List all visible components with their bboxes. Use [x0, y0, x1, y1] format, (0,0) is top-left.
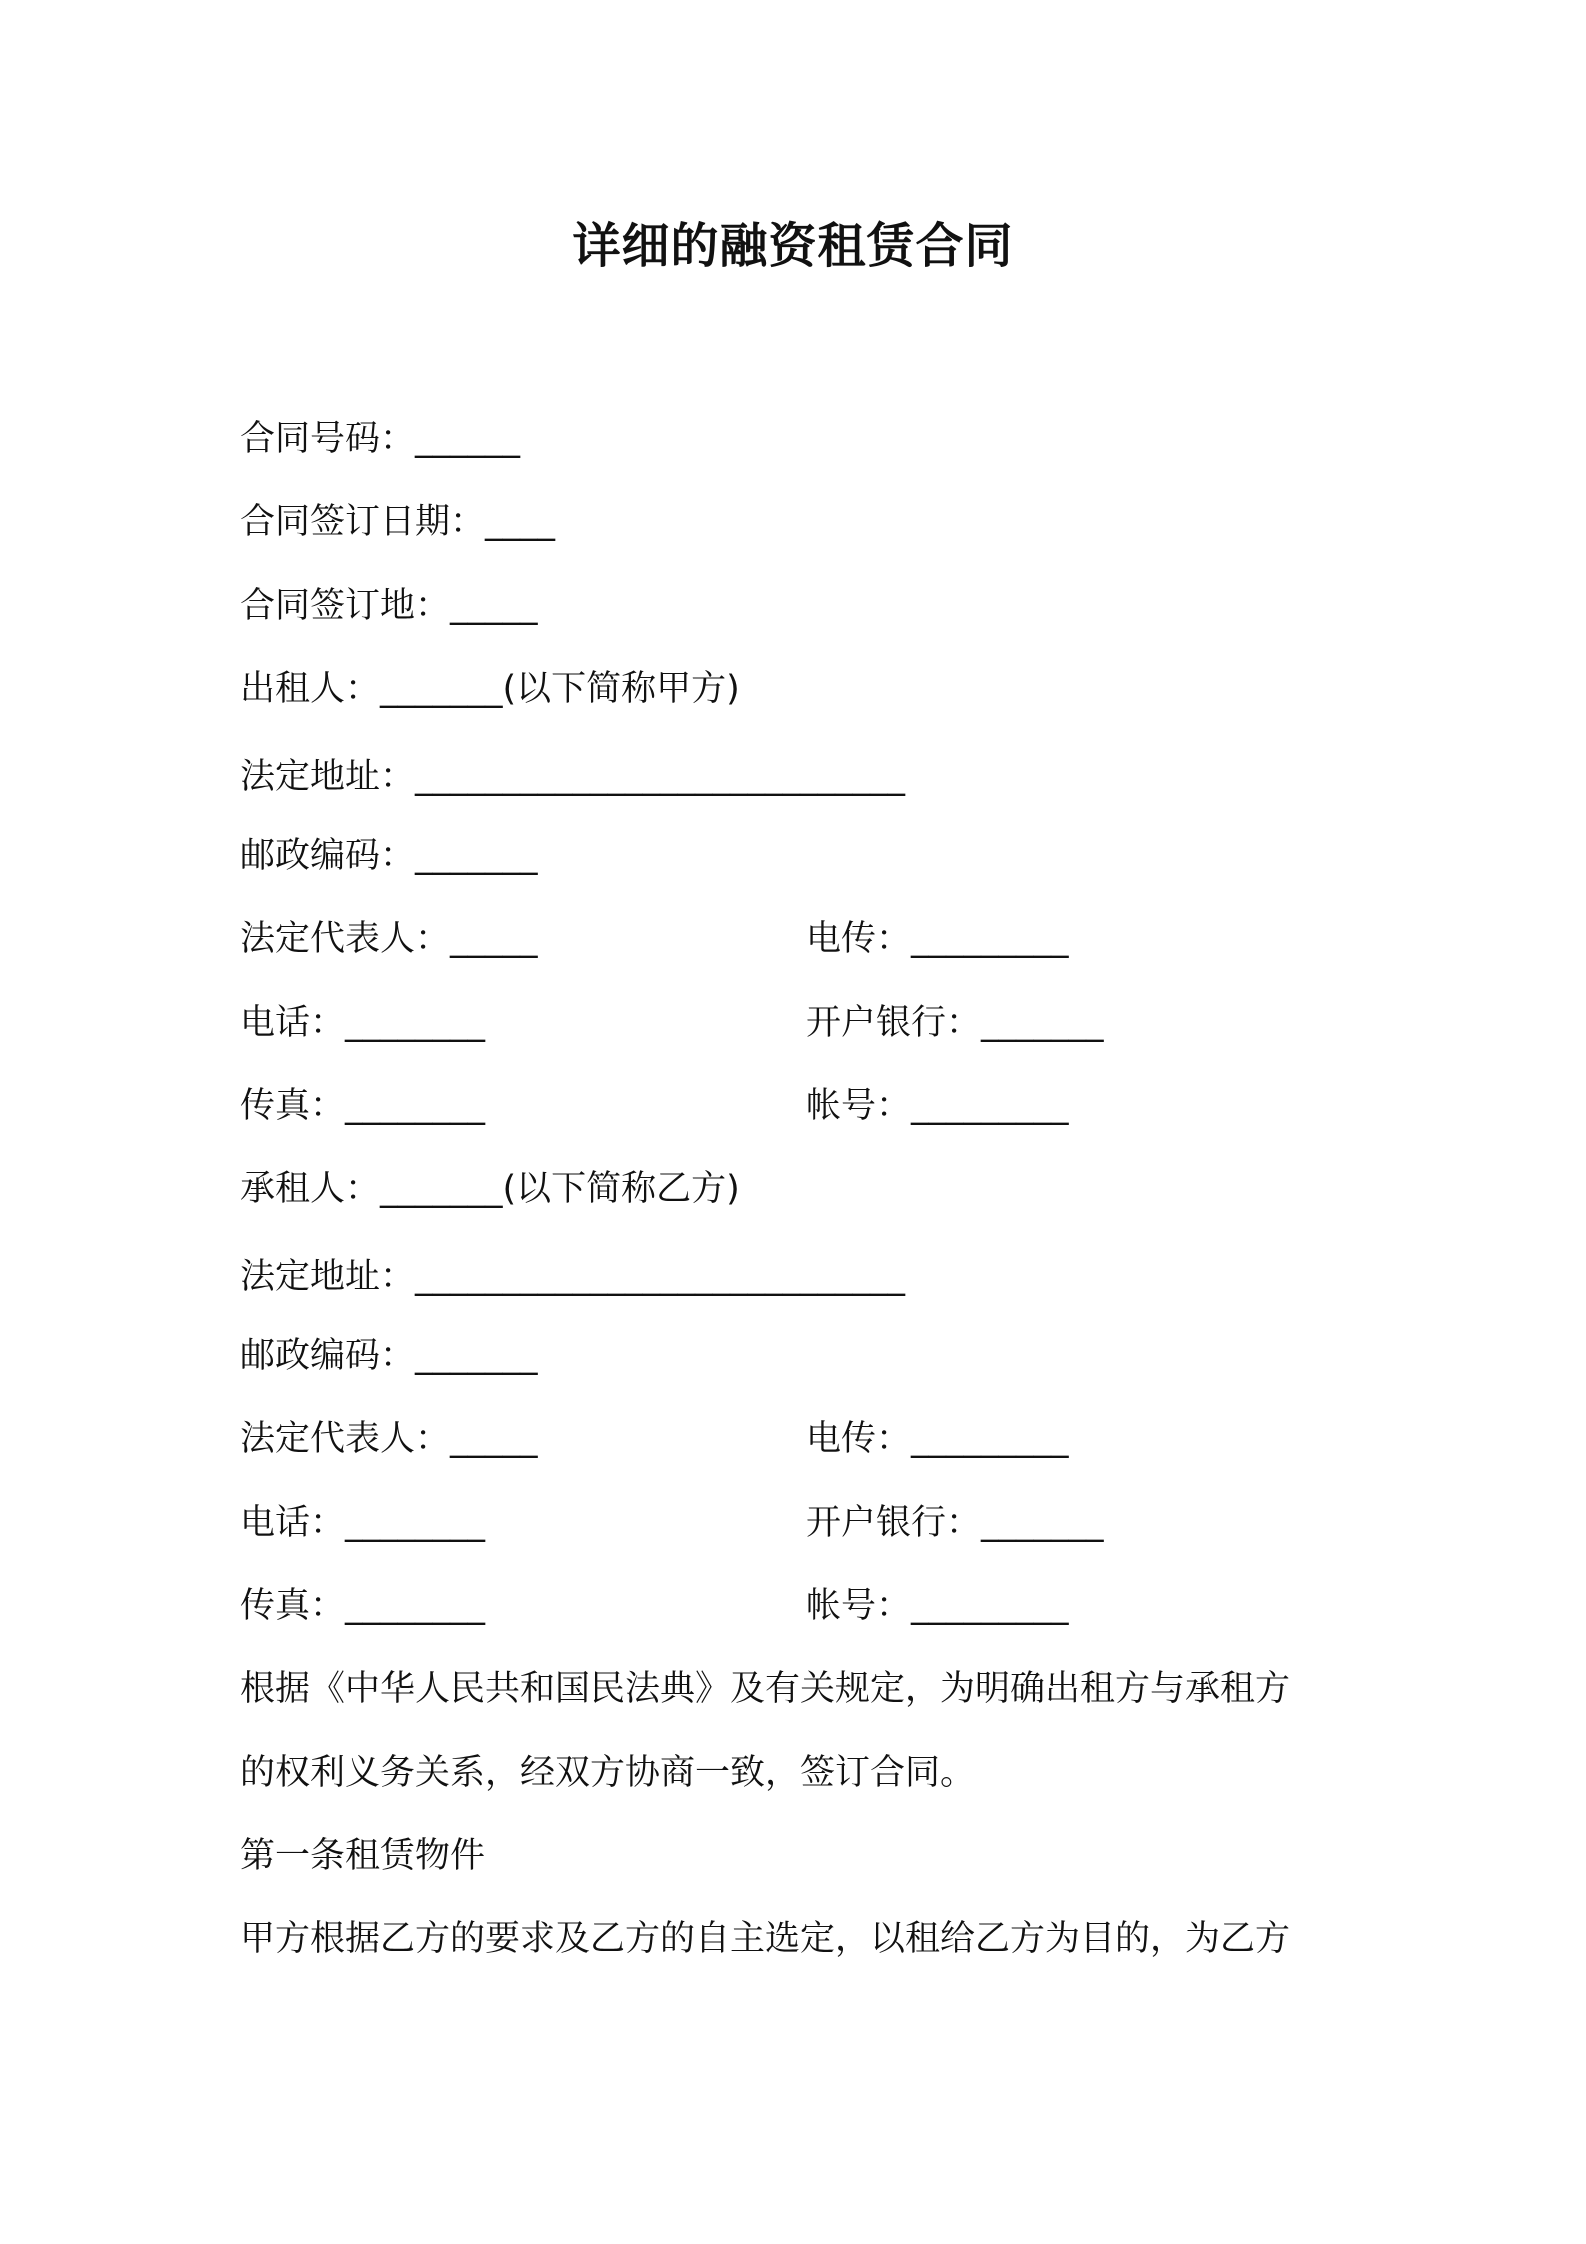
lessee-account-field: 帐号：_________: [806, 1586, 1069, 1626]
lessee-address-field: 法定地址：____________________________: [240, 1257, 906, 1297]
lessor-representative-field: 法定代表人：_____: [240, 919, 538, 959]
lessee-postcode-field: 邮政编码：_______: [240, 1336, 538, 1376]
lessor-postcode-field: 邮政编码：_______: [240, 836, 538, 876]
article-1-title: 第一条租赁物件: [240, 1836, 486, 1876]
intro-paragraph-line-1: 根据《中华人民共和国民法典》及有关规定，为明确出租方与承租方: [240, 1669, 1291, 1709]
lessor-bank-field: 开户银行：_______: [806, 1003, 1104, 1043]
lessee-phone-field: 电话：________: [240, 1503, 486, 1543]
lessee-representative-field: 法定代表人：_____: [240, 1419, 538, 1459]
contract-sign-date-field: 合同签订日期：____: [240, 502, 556, 542]
lessor-account-field: 帐号：_________: [806, 1086, 1069, 1126]
lessee-telex-field: 电传：_________: [806, 1419, 1069, 1459]
lessor-address-field: 法定地址：____________________________: [240, 757, 906, 797]
contract-number-field: 合同号码：______: [240, 419, 521, 459]
lessor-heading: 出租人：_______(以下简称甲方): [240, 669, 740, 709]
contract-sign-place-field: 合同签订地：_____: [240, 586, 538, 626]
lessor-phone-field: 电话：________: [240, 1003, 486, 1043]
intro-paragraph-line-2: 的权利义务关系，经双方协商一致，签订合同。: [240, 1753, 976, 1793]
lessee-fax-field: 传真：________: [240, 1586, 486, 1626]
lessor-telex-field: 电传：_________: [806, 919, 1069, 959]
document-title: 详细的融资租赁合同: [572, 218, 1014, 274]
article-1-paragraph-line-1: 甲方根据乙方的要求及乙方的自主选定，以租给乙方为目的，为乙方: [240, 1919, 1291, 1959]
lessee-heading: 承租人：_______(以下简称乙方): [240, 1169, 740, 1209]
lessee-bank-field: 开户银行：_______: [806, 1503, 1104, 1543]
lessor-fax-field: 传真：________: [240, 1086, 486, 1126]
